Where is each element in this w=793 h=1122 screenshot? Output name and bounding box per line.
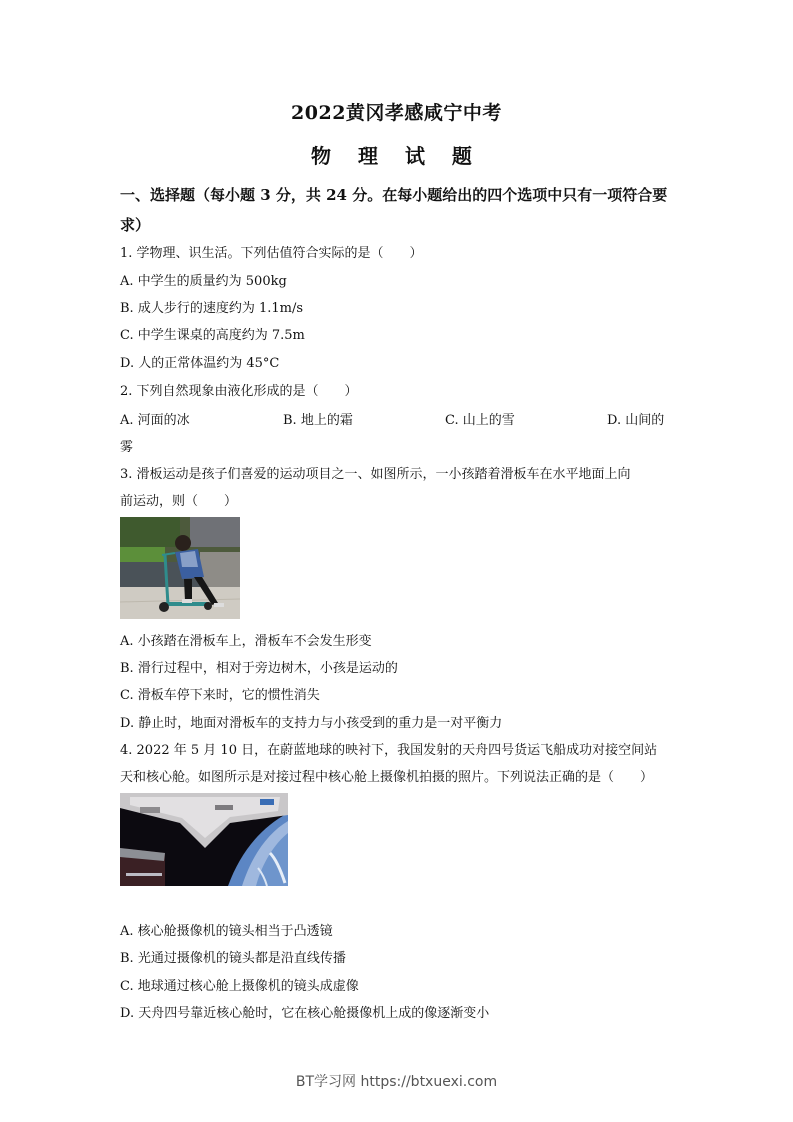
q2-option-b: B. 地上的霜 bbox=[283, 413, 353, 428]
q2-stem: 2. 下列自然现象由液化形成的是（ ） bbox=[120, 384, 358, 399]
exam-title: 2022黄冈孝感咸宁中考 bbox=[291, 102, 502, 124]
q4-option-c: C. 地球通过核心舱上摄像机的镜头成虚像 bbox=[120, 979, 359, 994]
q3-option-d: D. 静止时，地面对滑板车的支持力与小孩受到的重力是一对平衡力 bbox=[120, 716, 503, 731]
q3-option-a: A. 小孩踏在滑板车上，滑板车不会发生形变 bbox=[120, 634, 372, 649]
q3-stem-line1: 3. 滑板运动是孩子们喜爱的运动项目之一、如图所示，一小孩踏着滑板车在水平地面上向 bbox=[120, 467, 631, 482]
q4-stem-line2: 天和核心舱。如图所示是对接过程中核心舱上摄像机拍摄的照片。下列说法正确的是（ ） bbox=[120, 770, 654, 785]
footer-watermark: BT学习网 https://btxuexi.com bbox=[295, 1074, 498, 1090]
q1-option-b: B. 成人步行的速度约为 1.1m/s bbox=[120, 301, 304, 316]
q2-option-d: D. 山间的 bbox=[607, 413, 665, 428]
q2-option-d-wrap: 雾 bbox=[120, 440, 134, 455]
q3-option-b: B. 滑行过程中，相对于旁边树木，小孩是运动的 bbox=[120, 661, 398, 676]
space-docking-photo bbox=[120, 793, 288, 886]
q3-option-c: C. 滑板车停下来时，它的惯性消失 bbox=[120, 688, 320, 703]
exam-subject: 物 理 试 题 bbox=[311, 144, 482, 168]
q3-stem-line2: 前运动，则（ ） bbox=[120, 494, 238, 509]
q4-option-b: B. 光通过摄像机的镜头都是沿直线传播 bbox=[120, 951, 346, 966]
q4-stem-line1: 4. 2022 年 5 月 10 日，在蔚蓝地球的映衬下，我国发射的天舟四号货运飞船成功对接空间站 bbox=[120, 743, 658, 758]
section-heading: 一、选择题（每小题 3 分，共 24 分。在每小题给出的四个选项中只有一项符合要求） bbox=[120, 186, 668, 234]
q4-option-a: A. 核心舱摄像机的镜头相当于凸透镜 bbox=[120, 924, 333, 939]
q4-option-d: D. 天舟四号靠近核心舱时，它在核心舱摄像机上成的像逐渐变小 bbox=[120, 1006, 490, 1021]
q1-option-d: D. 人的正常体温约为 45°C bbox=[120, 356, 280, 371]
q1-option-c: C. 中学生课桌的高度约为 7.5m bbox=[120, 328, 305, 343]
q2-option-c: C. 山上的雪 bbox=[445, 413, 515, 428]
q1-stem: 1. 学物理、识生活。下列估值符合实际的是（ ） bbox=[120, 246, 423, 261]
q2-option-a: A. 河面的冰 bbox=[120, 413, 190, 428]
scooter-photo bbox=[120, 517, 240, 619]
q1-option-a: A. 中学生的质量约为 500kg bbox=[120, 274, 287, 289]
